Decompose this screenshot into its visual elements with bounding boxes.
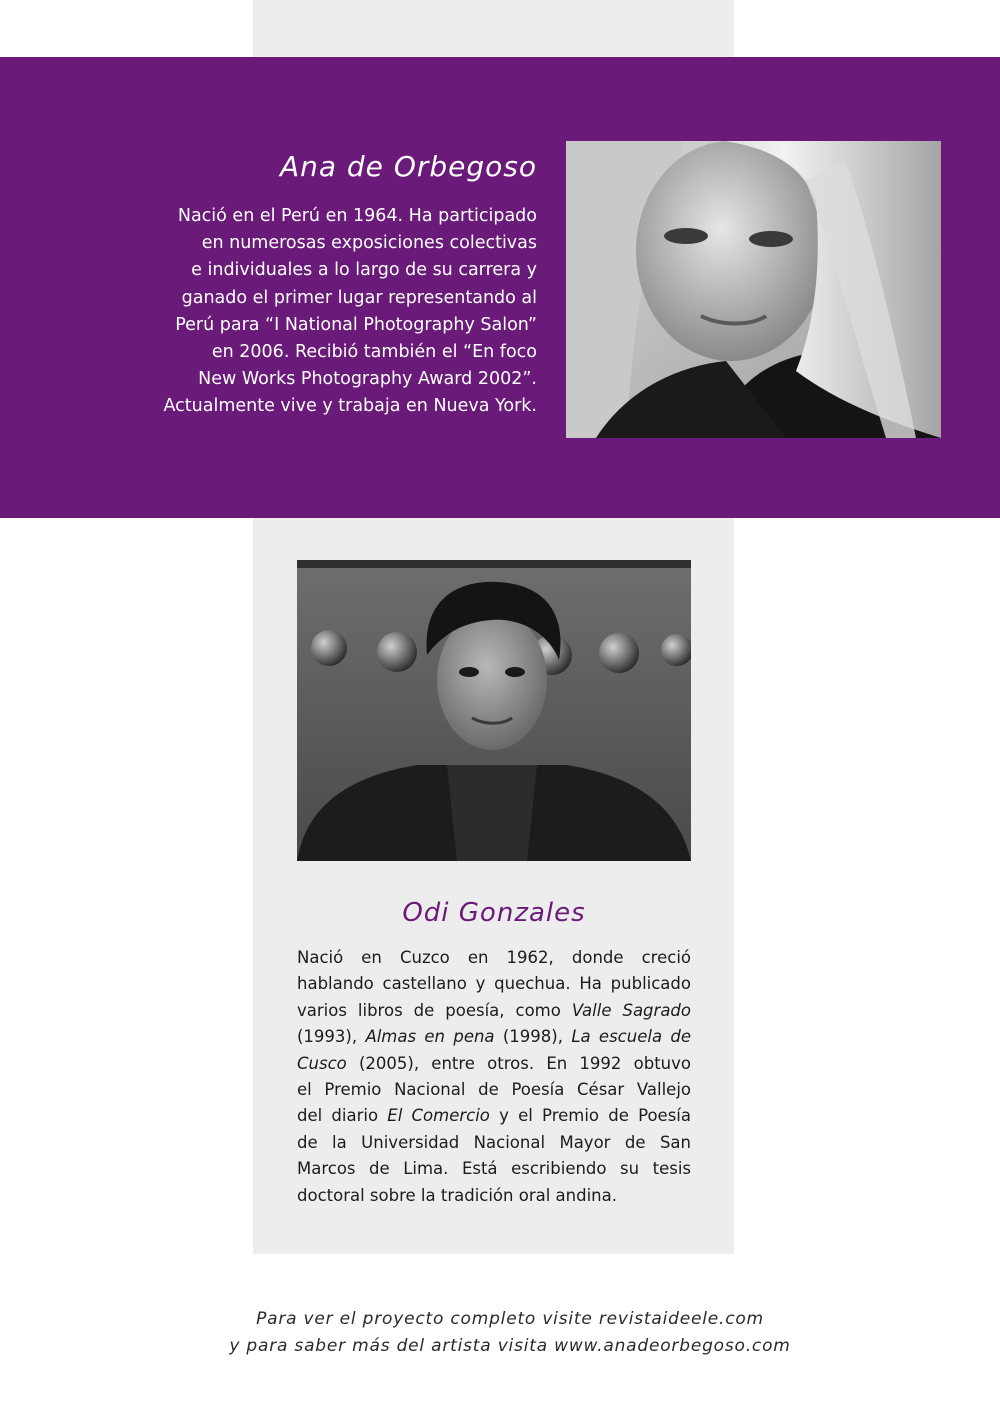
poet-bio-line (297, 1024, 691, 1050)
book-title: El Comercio (387, 1106, 490, 1126)
poet-bio (297, 945, 691, 1209)
portrait-photo-man-icon (297, 560, 691, 861)
book-title: Cusco (297, 1053, 347, 1073)
bio-text: doctoral sobre la tradición oral andina. (297, 1185, 617, 1205)
artist-bio-line: e individuales a lo largo de su carrera y (191, 260, 537, 281)
poet-bio-line (297, 998, 691, 1024)
artist-name: Ana de Orbegoso (279, 150, 537, 183)
bio-text: (2005), entre otros. En 1992 obtuvo (346, 1053, 691, 1073)
artist-bio-line: New Works Photography Award 2002”. (198, 369, 537, 390)
poet-bio-line (297, 945, 691, 971)
portrait-photo-woman-icon (566, 141, 941, 438)
bio-text: Marcos de Lima. Está escribiendo su tesis (297, 1159, 691, 1179)
poet-bio-line (297, 971, 691, 997)
bio-text: hablando castellano y quechua. Ha publicado (297, 974, 691, 994)
bio-text: Nació en Cuzco en 1962, donde creció (297, 948, 691, 967)
footer-line: Para ver el proyecto completo visite revistaideele.com (256, 1309, 764, 1329)
artist-portrait-photo (566, 141, 941, 438)
poet-bio-line (297, 1051, 691, 1077)
footer-line: y para saber más del artista visita www.anadeorbegoso.com (229, 1336, 791, 1356)
book-title: La escuela de (571, 1027, 692, 1047)
bio-text: (1993), (297, 1027, 366, 1047)
poet-name: Odi Gonzales (402, 898, 586, 928)
bio-text: de la Universidad Nacional Mayor de San (297, 1132, 691, 1152)
bio-text: varios libros de poesía, como (297, 1000, 572, 1020)
book-title: Almas en pena (365, 1027, 495, 1047)
poet-bio-line (297, 1183, 691, 1209)
artist-bio-line: en numerosas exposiciones colectivas (201, 233, 537, 254)
artist-bio (130, 203, 537, 421)
poet-bio-line (297, 1156, 691, 1182)
poet-bio-line (297, 1130, 691, 1156)
artist-bio-line: ganado el primer lugar representando al (181, 287, 537, 308)
bio-text: el Premio Nacional de Poesía César Vallejo (297, 1080, 691, 1100)
artist-bio-line: Perú para “I National Photography Salon” (175, 314, 537, 335)
artist-bio-line: Nació en el Perú en 1964. Ha participado (177, 206, 537, 226)
footer-note (150, 1306, 870, 1360)
bio-text: (1998), (494, 1027, 572, 1047)
artist-bio-line: en 2006. Recibió también el “En foco (211, 342, 537, 363)
poet-bio-line (297, 1103, 691, 1129)
artist-bio-line: Actualmente vive y trabaja en Nueva York. (163, 396, 537, 417)
bio-text: y el Premio de Poesía (489, 1106, 691, 1126)
poet-portrait-photo (297, 560, 691, 861)
bio-text: del diario (297, 1106, 388, 1126)
poet-bio-line (297, 1077, 691, 1103)
book-title: Valle Sagrado (571, 1000, 691, 1020)
